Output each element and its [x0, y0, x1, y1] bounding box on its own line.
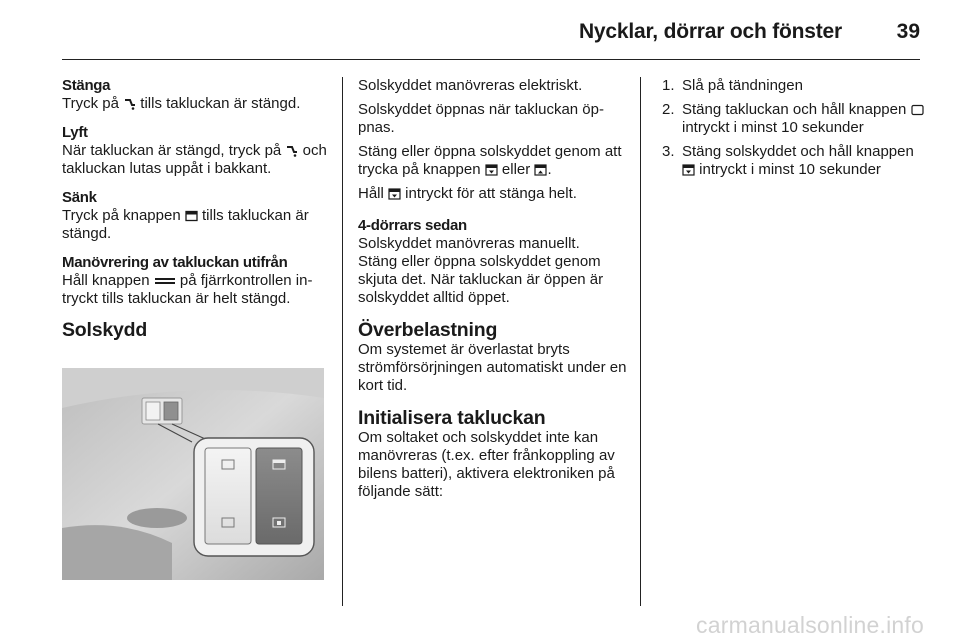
column-1 — [62, 77, 332, 341]
paragraph: Solskyddet manövreras manuellt. — [358, 235, 580, 252]
header-divider — [62, 59, 920, 60]
sunroof-close-icon — [185, 210, 198, 222]
heading-solskydd: Solskydd — [62, 319, 148, 341]
watermark: carmanualsonline.info — [696, 612, 924, 638]
text-part: Håll — [358, 185, 389, 202]
section-remote — [62, 254, 332, 308]
paragraph: Solskyddet manövreras elektriskt. — [358, 77, 583, 94]
text-lyft — [62, 142, 332, 178]
sunroof-tilt-icon — [285, 145, 298, 157]
text-part: intryckt för att stänga helt. — [401, 185, 577, 202]
subheading-sedan: 4-dörrars sedan — [358, 217, 467, 234]
column-divider — [342, 77, 343, 606]
text-sank — [62, 207, 332, 243]
paragraph: Solskyddet öppnas när takluckan öppnas. — [358, 101, 604, 136]
text-part: tills takluckan är stängd. — [136, 95, 301, 112]
step-number: 2. — [662, 101, 675, 118]
sunshade-close-icon — [485, 164, 498, 176]
subheading-remote: Manövrering av takluckan utifrån — [62, 254, 288, 271]
text-part: Stäng solskyddet och håll knappen — [682, 143, 914, 160]
sunroof-switch-illustration — [62, 368, 324, 580]
text-part: Stäng takluckan och håll knappen — [682, 101, 911, 118]
text-part: tills takluckan är stängd. — [62, 207, 309, 242]
paragraph: Om systemet är överlastat bryts strömförsörjningen automatiskt under en kort tid. — [358, 341, 627, 394]
text-remote — [62, 272, 332, 308]
subheading-sank: Sänk — [62, 189, 97, 206]
sunroof-tilt-icon — [123, 98, 136, 110]
column-2 — [358, 77, 628, 507]
paragraph: Stäng eller öppna solskyddet genom skjuta det. När takluckan är öppen är solskyddet alltid öppet. — [358, 253, 604, 306]
paragraph: Om soltaket och solskyddet inte kan manövreras (t.ex. efter frånkoppling av bilens batteri), aktivera elektroniken på följande sätt: — [358, 429, 615, 500]
sunshade-open-icon — [534, 164, 547, 176]
text-part: Slå på tändningen — [682, 77, 803, 94]
text-part: . — [547, 161, 552, 178]
page-number: 39 — [896, 20, 920, 43]
subheading-lyft: Lyft — [62, 124, 88, 141]
heading-overload: Överbelastning — [358, 319, 498, 341]
sunshade-close-icon — [388, 188, 401, 200]
text-part: Stäng eller öppna solskyddet genom att trycka på knappen — [358, 143, 622, 178]
steps-list — [662, 77, 924, 179]
paragraph — [358, 185, 628, 203]
step-number: 1. — [662, 77, 675, 94]
text-part: När takluckan är stängd, tryck på — [62, 142, 286, 159]
text-part: Tryck på — [62, 95, 124, 112]
subheading-stanga: Stänga — [62, 77, 111, 94]
page-title: Nycklar, dörrar och fönster — [578, 20, 842, 43]
text-stanga — [62, 95, 332, 113]
text-part: Håll knappen — [62, 272, 154, 289]
column-3 — [662, 77, 924, 185]
section-lyft — [62, 124, 332, 178]
paragraph — [358, 143, 628, 179]
section-stanga — [62, 77, 332, 113]
text-part: intryckt i minst 10 sekunder — [695, 161, 881, 178]
column-divider — [640, 77, 641, 606]
sunroof-button-icon — [911, 104, 924, 116]
list-item — [662, 143, 924, 179]
section-sedan — [358, 217, 628, 307]
remote-close-icon — [154, 275, 176, 287]
sunshade-close-icon — [682, 164, 695, 176]
text-part: Tryck på knappen — [62, 207, 185, 224]
text-part: och takluckan lutas uppåt i bakkant. — [62, 142, 327, 177]
section-sank — [62, 189, 332, 243]
step-number: 3. — [662, 143, 675, 160]
text-part: intryckt i minst 10 sekunder — [682, 119, 864, 136]
heading-initialize: Initialisera takluckan — [358, 407, 546, 429]
page-header — [62, 0, 920, 60]
text-part: på fjärrkontrollen intryckt tills takluckan är helt stängd. — [62, 272, 313, 307]
list-item — [662, 101, 924, 137]
text-part: eller — [497, 161, 535, 178]
list-item — [662, 77, 924, 95]
